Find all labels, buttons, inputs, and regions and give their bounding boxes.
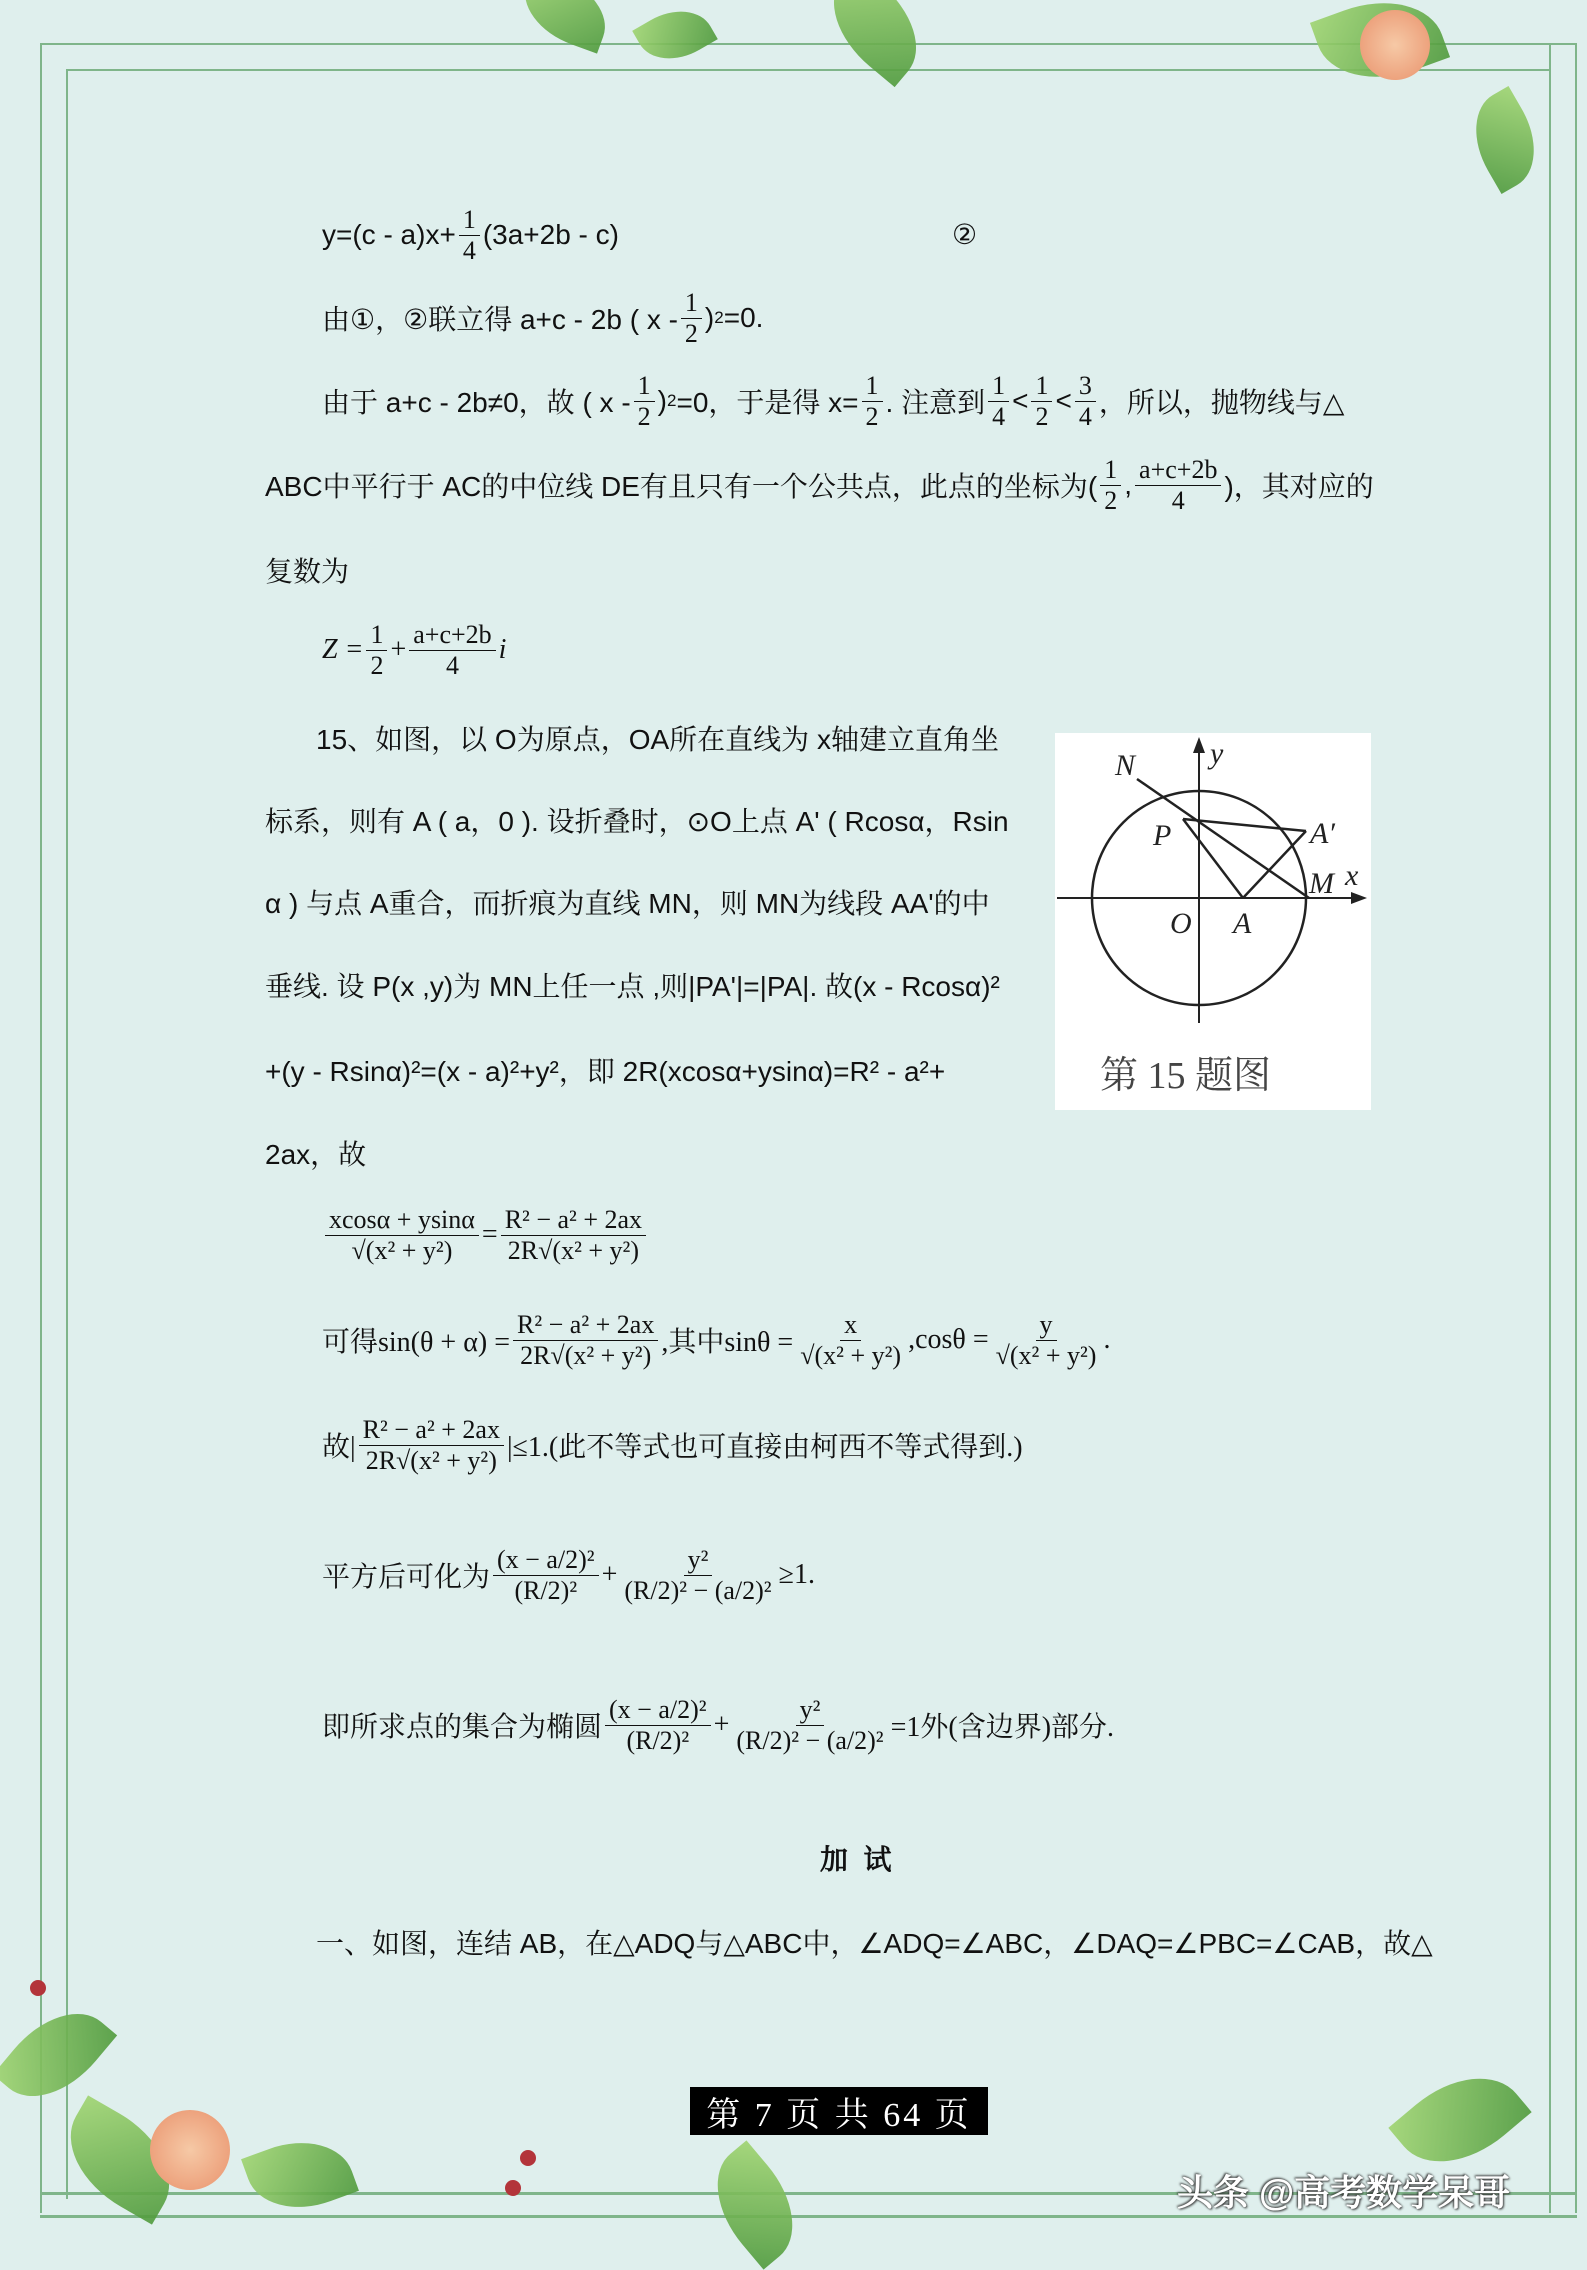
frame-line <box>66 69 1551 71</box>
fraction: $\frac{1}{2}$ <box>634 371 655 432</box>
label-y: y <box>1210 737 1224 770</box>
text-line: 标系，则有 A ( a，0 ). 设折叠时，⊙O上点 A' ( Rcosα，Rsin <box>265 806 1009 837</box>
circle-diagram <box>1055 733 1371 1110</box>
page-number: 第 7 页 共 64 页 <box>690 2087 988 2135</box>
text-line: 复数为 <box>265 556 350 587</box>
equation-marker: ② <box>952 219 978 250</box>
fraction: $\frac{\text{y²}}{\text{(R/2)² − (a/2)²}}$ <box>624 1545 772 1605</box>
frame-line <box>66 69 68 2199</box>
equation: 故| $\frac{\text{R² − a² + 2ax}}{\text{2R√(x² + y²)}}$ |≤1.(此不等式也可直接由柯西不等式得到.) <box>322 1415 1023 1475</box>
text-line: α ) 与点 A重合，而折痕为直线 MN，则 MN为线段 AA'的中 <box>265 888 990 919</box>
fraction: $\frac{\text{y²}}{\text{(R/2)² − (a/2)²}}$ <box>736 1695 884 1755</box>
label-m: M <box>1309 867 1334 900</box>
fraction: $\frac{\text{(x − a/2)²}}{\text{(R/2)²}}$ <box>493 1545 599 1606</box>
fraction: $\frac{1}{2}$ <box>366 620 387 681</box>
fraction: $\frac{1}{2}$ <box>1031 371 1052 432</box>
figure-caption: 第 15 题图 <box>1100 1055 1272 1097</box>
frame-line <box>1549 43 1551 2213</box>
label-p: P <box>1153 819 1172 852</box>
fraction: $\frac{\text{R² − a² + 2ax}}{\text{2R√(x² + y²)}}$ <box>501 1205 646 1266</box>
fraction: $\frac{x}{\text{√(x² + y²)}}$ <box>800 1310 902 1370</box>
equation: 即所求点的集合为椭圆 $\frac{\text{(x − a/2)²}}{\text{(R/2)²}}$ + $\frac{\text{y²}}{\text{(R/2)² − (a/2)²}}$ =1外(含边界)部分. <box>322 1695 1115 1755</box>
label-o: O <box>1170 907 1192 940</box>
eq-text: y=(c - a)x+ <box>322 219 456 251</box>
label-n: N <box>1115 749 1136 782</box>
watermark: 头条 @高考数学呆哥 <box>1177 2172 1511 2213</box>
fraction: $\frac{y}{\text{√(x² + y²)}}$ <box>995 1310 1097 1370</box>
fraction: $\frac{a+c+2b}{4}$ <box>409 620 495 681</box>
section-title: 加 试 <box>820 1844 892 1875</box>
text-line: ABC中平行于 AC的中位线 DE有且只有一个公共点，此点的坐标为( $\frac{1}{2}$ , $\frac{a+c+2b}{4}$ )，其对应的 <box>265 455 1374 515</box>
text-line: 由于 a+c - 2b≠0，故 ( x - $\frac{1}{2}$ ) 2 =0，于是得 x= $\frac{1}{2}$ . 注意到 $\frac{1}{4}$ < $\frac{1}{2}$ < $\frac{3}{4}$ ，所以，抛物线与△ <box>322 371 1345 431</box>
fraction: $\frac{\text{(x − a/2)²}}{\text{(R/2)²}}$ <box>605 1695 711 1756</box>
label-a: A <box>1233 907 1252 940</box>
equation-line-2 <box>322 205 619 266</box>
equation: $\frac{xcos\alpha + ysin\alpha}{\text{√(x² + y²)}}$ = $\frac{\text{R² − a² + 2ax}}{\text{2R√(x² + y²)}}$ <box>322 1205 649 1266</box>
fraction: $\frac{1}{2}$ <box>862 371 883 432</box>
fraction: $\frac{1}{2}$ <box>1100 455 1121 516</box>
frame-line <box>40 43 42 2213</box>
fraction: $\frac{1}{4}$ <box>988 371 1009 432</box>
y-axis-arrow <box>1193 737 1205 753</box>
fraction: $\frac{1}{2}$ <box>681 288 702 349</box>
frame-line <box>1575 43 1577 2213</box>
eq-text: (3a+2b - c) <box>482 219 619 251</box>
fraction: $\frac{\text{R² − a² + 2ax}}{\text{2R√(x² + y²)}}$ <box>513 1310 658 1371</box>
fraction: $\frac{1}{4}$ <box>459 205 480 266</box>
fraction: $\frac{a+c+2b}{4}$ <box>1135 455 1221 516</box>
text-line: 垂线. 设 P(x ,y)为 MN上任一点 ,则|PA'|=|PA|. 故(x - Rcosα)² <box>265 971 1000 1002</box>
fraction: $\frac{xcos\alpha + ysin\alpha}{\text{√(x² + y²)}}$ <box>325 1205 479 1266</box>
fraction: $\frac{\text{R² − a² + 2ax}}{\text{2R√(x² + y²)}}$ <box>359 1415 504 1476</box>
label-a1: A′ <box>1310 817 1335 850</box>
fraction: $\frac{3}{4}$ <box>1075 371 1096 432</box>
text-line: +(y - Rsinα)²=(x - a)²+y²，即 2R(xcosα+ysinα)=R² - a²+ <box>265 1056 946 1087</box>
text-line: 由①，②联立得 a+c - 2b ( x - $\frac{1}{2}$ ) 2 =0. <box>322 288 764 348</box>
text-line: 2ax，故 <box>265 1139 367 1170</box>
equation: 可得sin(θ + α) = $\frac{\text{R² − a² + 2ax}}{\text{2R√(x² + y²)}}$ ,其中sinθ = $\frac{x}{\text{√(x² + y²)}}$ ,cosθ = $\frac{y}{\text{√(x² + y²)}}$ . <box>322 1310 1111 1370</box>
equation-z: Z = $\frac{1}{2}$ + $\frac{a+c+2b}{4}$ i <box>322 620 507 680</box>
equation: 平方后可化为 $\frac{\text{(x − a/2)²}}{\text{(R/2)²}}$ + $\frac{\text{y²}}{\text{(R/2)² − (a/2)²}}$ ≥1. <box>322 1545 815 1605</box>
figure-15 <box>1055 733 1371 1110</box>
text-line: 15、如图，以 O为原点，OA所在直线为 x轴建立直角坐 <box>316 724 999 755</box>
x-axis-arrow <box>1351 892 1367 904</box>
text-line: 一、如图，连结 AB，在△ADQ与△ABC中，∠ADQ=∠ABC，∠DAQ=∠PBC=∠CAB，故△ <box>316 1928 1433 1959</box>
label-x: x <box>1345 859 1359 892</box>
